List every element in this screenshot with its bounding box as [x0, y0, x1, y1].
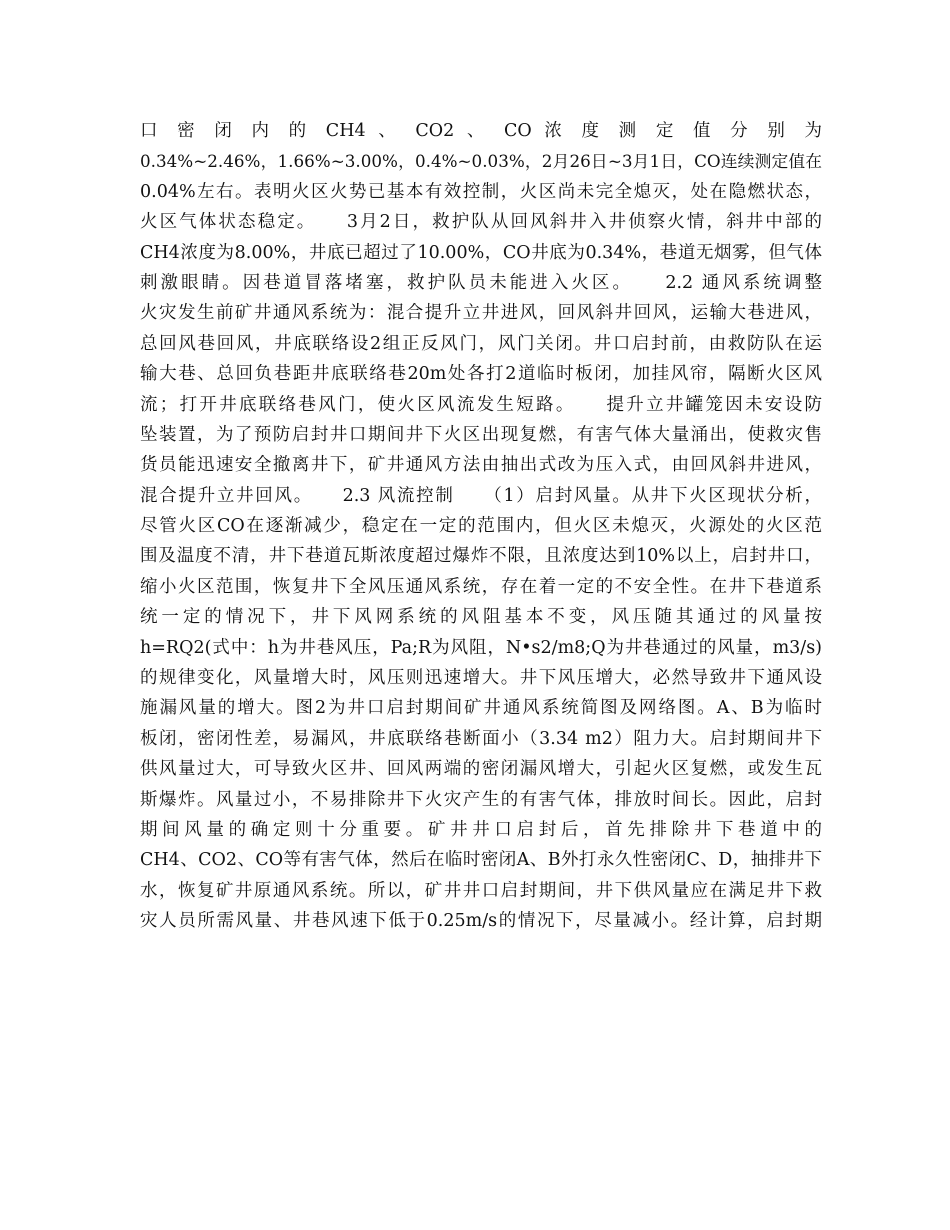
text-line: CH4、CO2、CO等有害气体，然后在临时密闭A、B外打永久性密闭C、D，抽排井下: [140, 850, 822, 871]
text-line: 刺激眼睛。因巷道冒落堵塞，救护队员未能进入火区。 2.2 通风系统调整: [140, 272, 822, 293]
body-text: [140, 116, 822, 937]
text-line: 0.34%~2.46%，1.66%~3.00%，0.4%~0.03%，2月26日~3月1日，CO连续测定值在: [140, 151, 822, 172]
text-line: 货员能迅速安全撤离井下，矿井通风方法由抽出式改为压入式，由回风斜井进风，: [140, 455, 822, 476]
text-line: 火灾发生前矿井通风系统为：混合提升立井进风，回风斜井回风，运输大巷进风，: [140, 303, 822, 324]
text-line: 围及温度不清，井下巷道瓦斯浓度超过爆炸不限，且浓度达到10%以上，启封井口，: [140, 546, 822, 567]
text-line: 的规律变化，风量增大时，风压则迅速增大。井下风压增大，必然导致井下通风设: [140, 668, 822, 689]
text-line: 口 密 闭 内 的 CH4 、 CO2 、 CO 浓 度 测 定 值 分 别 为: [140, 121, 822, 141]
text-line: 总回风巷回风，井底联络设2组正反风门，风门关闭。井口启封前，由救防队在运: [140, 333, 822, 354]
text-line: 期间风量的确定则十分重要。矿井井口启封后，首先排除井下巷道中的: [140, 819, 822, 840]
text-line: 混合提升立井回风。 2.3 风流控制 （1）启封风量。从井下火区现状分析，: [140, 485, 822, 506]
text-line: CH4浓度为8.00%，井底已超过了10.00%，CO井底为0.34%，巷道无烟雾，但气体: [140, 242, 822, 263]
text-line: 板闭，密闭性差，易漏风，井底联络巷断面小（3.34 m2）阻力大。启封期间井下: [140, 728, 822, 749]
text-line: 火区气体状态稳定。 3月2日，救护队从回风斜井入井侦察火情，斜井中部的: [140, 212, 822, 233]
text-line: 施漏风量的增大。图2为井口启封期间矿井通风系统简图及网络图。A、B为临时: [140, 698, 822, 719]
text-line: 坠装置，为了预防启封井口期间井下火区出现复燃，有害气体大量涌出，使救灾售: [140, 424, 822, 445]
text-line: 供风量过大，可导致火区井、回风两端的密闭漏风增大，引起火区复燃，或发生瓦: [140, 759, 822, 780]
text-line: 流；打开井底联络巷风门，使火区风流发生短路。 提升立井罐笼因未安设防: [140, 394, 822, 415]
text-line: 尽管火区CO在逐渐减少，稳定在一定的范围内，但火区未熄灭，火源处的火区范: [140, 516, 822, 537]
text-line: h=RQ2(式中：h为井巷风压，Pa;R为风阻，N•s2/m8;Q为井巷通过的风量，m3/s): [140, 637, 822, 658]
text-line: 灾人员所需风量、井巷风速下低于0.25m/s的情况下，尽量减小。经计算，启封期: [140, 911, 822, 932]
text-line: 0.04%左右。表明火区火势已基本有效控制，火区尚未完全熄灭，处在隐燃状态，: [140, 181, 822, 202]
text-line: 斯爆炸。风量过小，不易排除井下火灾产生的有害气体，排放时间长。因此，启封: [140, 789, 822, 810]
text-line: 统一定的情况下，井下风网系统的风阻基本不变，风压随其通过的风量按: [140, 607, 822, 628]
text-line: 缩小火区范围，恢复井下全风压通风系统，存在着一定的不安全性。在井下巷道系: [140, 576, 822, 597]
text-line: 输大巷、总回负巷距井底联络巷20m处各打2道临时板闭，加挂风帘，隔断火区风: [140, 364, 822, 385]
text-line: 水，恢复矿井原通风系统。所以，矿井井口启封期间，井下供风量应在满足井下救: [140, 880, 822, 901]
